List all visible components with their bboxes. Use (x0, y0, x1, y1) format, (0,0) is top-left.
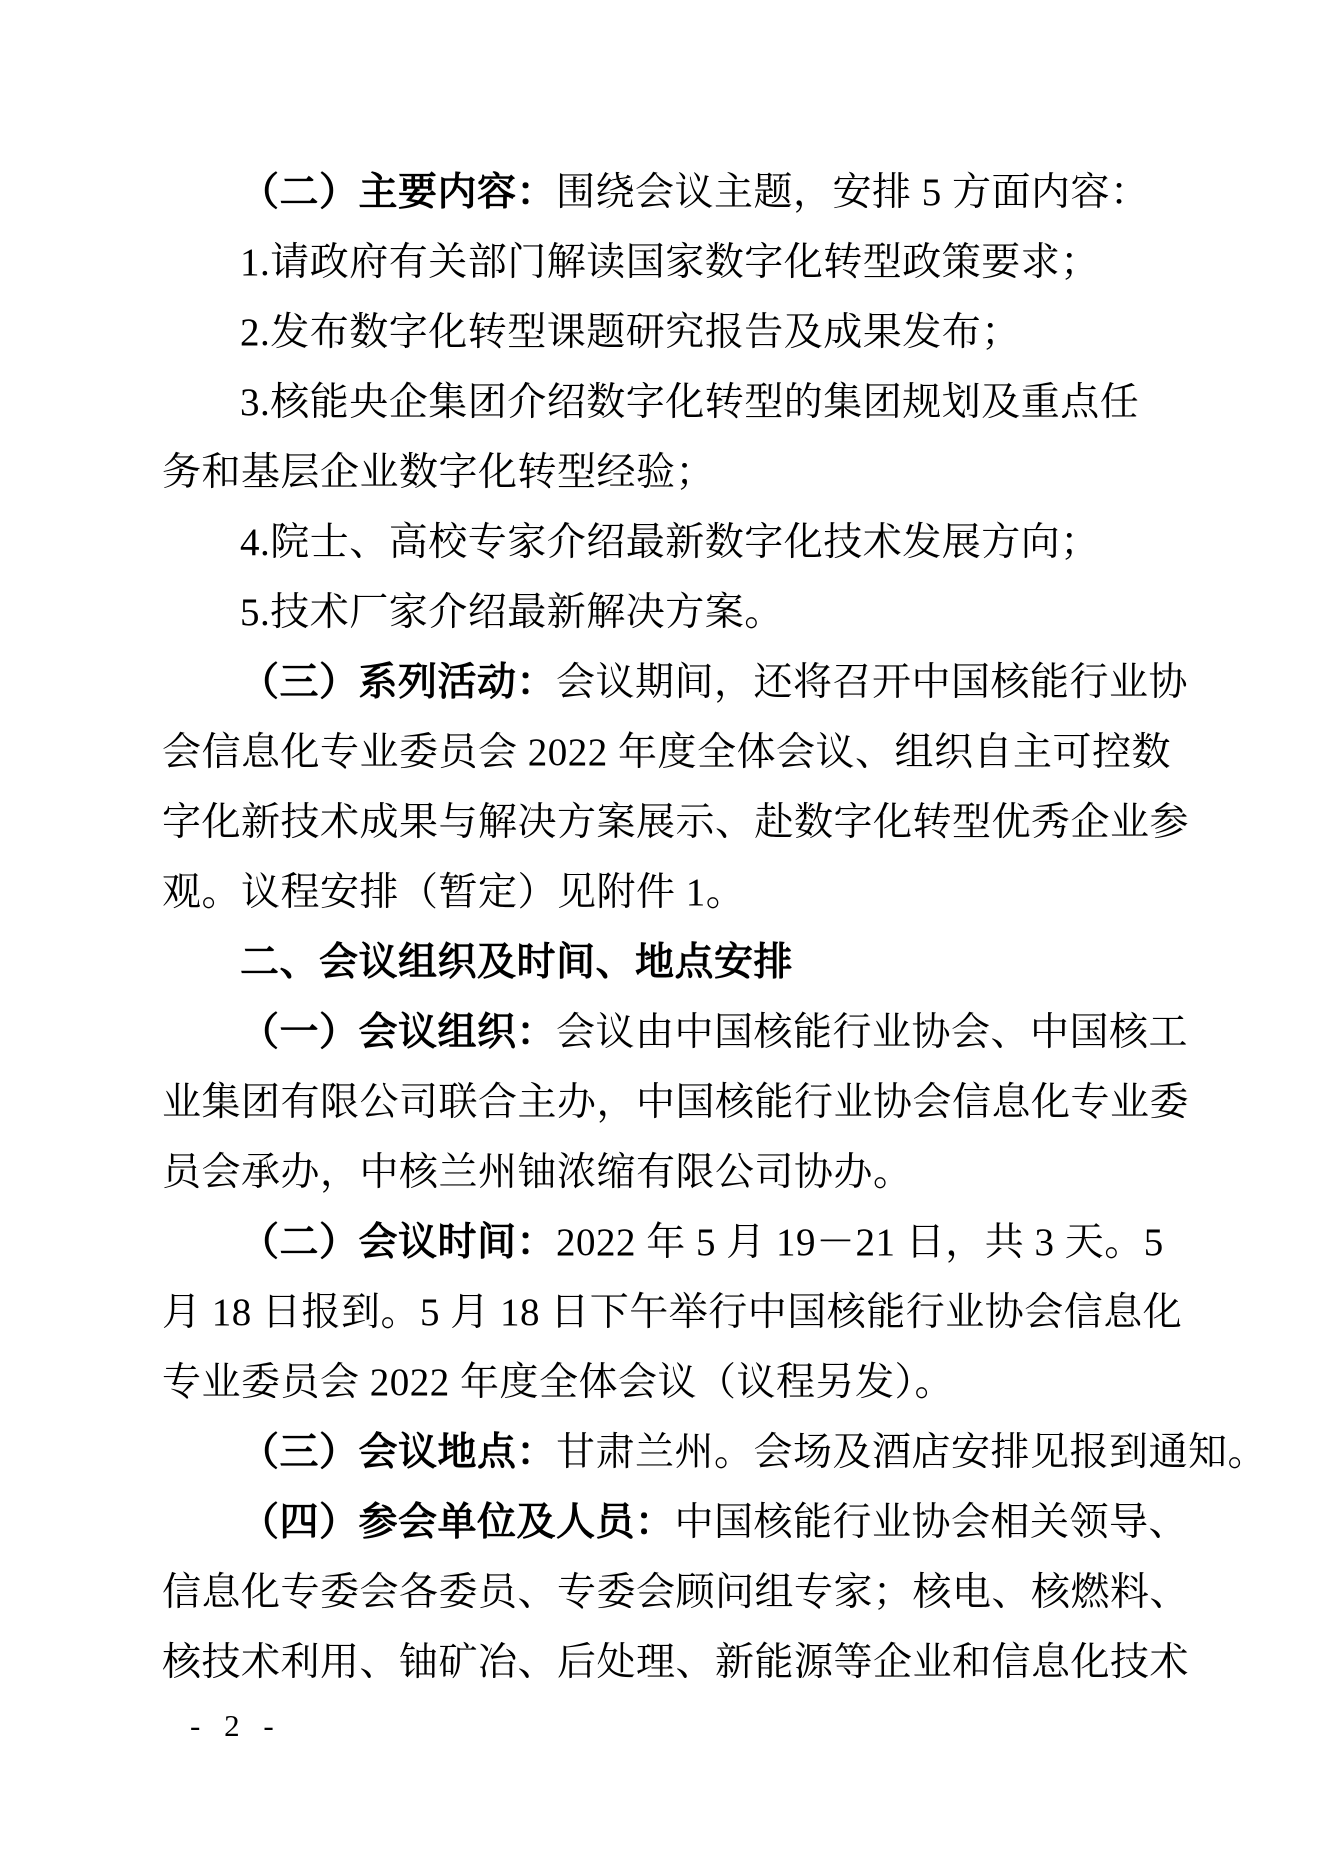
text-line (162, 438, 1158, 508)
text-segment: 专业委员会 2022 年度全体会议（议程另发）。 (162, 1361, 955, 1404)
text-segment: 1.请政府有关部门解读国家数字化转型政策要求； (240, 241, 1100, 284)
text-line (162, 158, 1158, 228)
text-segment: 会议由中国核能行业协会、中国核工 (556, 1011, 1189, 1054)
text-line (162, 788, 1190, 858)
text-line (162, 1278, 1183, 1348)
text-segment: 3.核能央企集团介绍数字化转型的集团规划及重点任 (240, 381, 1140, 424)
text-segment-bold: 二、会议组织及时间、地点安排 (240, 941, 794, 984)
text-line (162, 928, 1158, 998)
text-line (162, 998, 1189, 1068)
text-segment: 信息化专委会各委员、专委会顾问组专家；核电、核燃料、 (162, 1571, 1190, 1614)
text-segment: 字化新技术成果与解决方案展示、赴数字化转型优秀企业参 (162, 801, 1190, 844)
text-line (162, 368, 1158, 438)
document-body (162, 158, 1268, 1698)
text-line (162, 578, 1158, 648)
text-line (162, 228, 1158, 298)
text-segment: 4.院士、高校专家介绍最新数字化技术发展方向； (240, 521, 1100, 564)
text-segment: 围绕会议主题，安排 5 方面内容： (556, 171, 1150, 214)
text-segment: 员会承办，中核兰州铀浓缩有限公司协办。 (162, 1151, 913, 1194)
text-segment-bold: （三）系列活动： (240, 661, 557, 704)
text-segment-bold: （四）参会单位及人员： (240, 1501, 675, 1544)
text-segment: 会议期间，还将召开中国核能行业协 (556, 661, 1189, 704)
text-segment: 观。议程安排（暂定）见附件 1。 (162, 871, 746, 914)
text-line (162, 1208, 1164, 1278)
text-line (162, 1138, 1158, 1208)
text-segment: 5.技术厂家介绍最新解决方案。 (240, 591, 784, 634)
text-segment: 会信息化专业委员会 2022 年度全体会议、组织自主可控数 (162, 731, 1172, 774)
text-segment-bold: （二）主要内容： (240, 171, 557, 214)
text-line (162, 1068, 1190, 1138)
text-segment-bold: （二）会议时间： (240, 1221, 557, 1264)
text-line (162, 1418, 1268, 1488)
text-segment: 务和基层企业数字化转型经验； (162, 451, 716, 494)
text-segment: 核技术利用、铀矿冶、后处理、新能源等企业和信息化技术 (162, 1641, 1190, 1684)
text-segment: 甘肃兰州。会场及酒店安排见报到通知。 (556, 1431, 1268, 1474)
text-segment-bold: （三）会议地点： (240, 1431, 557, 1474)
text-line (162, 1628, 1190, 1698)
text-line (162, 858, 1158, 928)
page-number: - 2 - (190, 1708, 282, 1743)
text-line (162, 648, 1189, 718)
text-line (162, 718, 1172, 788)
text-line (162, 298, 1158, 368)
text-segment: 2.发布数字化转型课题研究报告及成果发布； (240, 311, 1021, 354)
text-segment: 业集团有限公司联合主办，中国核能行业协会信息化专业委 (162, 1081, 1190, 1124)
text-line (162, 1488, 1189, 1558)
text-line (162, 1558, 1190, 1628)
text-line (162, 1348, 1158, 1418)
text-segment: 中国核能行业协会相关领导、 (674, 1501, 1189, 1544)
text-line (162, 508, 1158, 578)
text-segment: 月 18 日报到。5 月 18 日下午举行中国核能行业协会信息化 (162, 1291, 1183, 1334)
text-segment: 2022 年 5 月 19－21 日，共 3 天。5 (556, 1221, 1164, 1264)
text-segment-bold: （一）会议组织： (240, 1011, 557, 1054)
